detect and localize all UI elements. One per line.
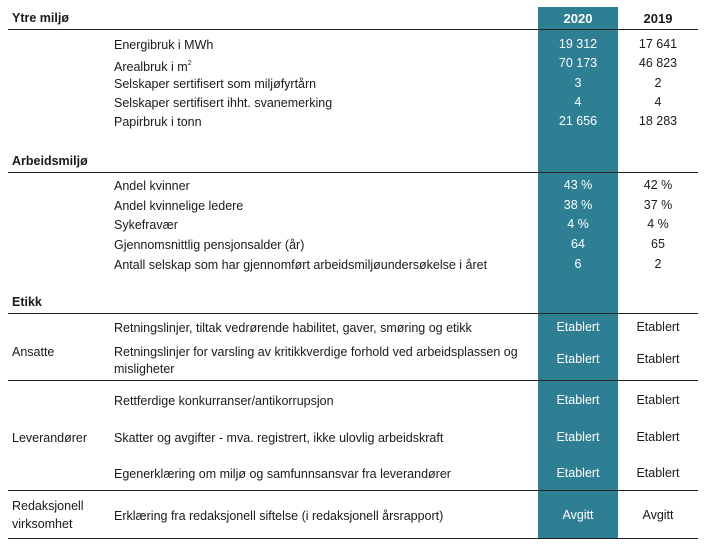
row-label: Papirbruk i tonn	[114, 115, 202, 129]
value-2019: 46 823	[638, 56, 678, 70]
value-2020: 38 %	[563, 198, 593, 212]
value-2019: Etablert	[636, 320, 680, 334]
value-2020: Avgitt	[562, 508, 594, 522]
row-label: Selskaper sertifisert ihht. svanemerking	[114, 96, 333, 110]
value-2020: 4	[574, 95, 582, 109]
value-2020: Etablert	[556, 352, 600, 366]
rule	[8, 538, 698, 539]
value-2019: Etablert	[636, 466, 680, 480]
value-2019: 2	[654, 257, 662, 271]
value-2020: Etablert	[556, 430, 600, 444]
row-label: Andel kvinner	[114, 179, 190, 193]
row-label: Selskaper sertifisert som miljøfyrtårn	[114, 77, 317, 91]
superscript: 2	[187, 60, 192, 67]
rule	[8, 313, 698, 314]
value-2019: Etablert	[636, 352, 680, 366]
row-label: Retningslinjer for varsling av kritikkverdige forhold ved arbeidsplassen og misligheter	[114, 345, 518, 376]
value-2020: Etablert	[556, 320, 600, 334]
section-title-etikk: Etikk	[12, 295, 42, 309]
header-2020: 2020	[563, 10, 593, 26]
value-2019: 4	[654, 95, 662, 109]
row-label: Skatter og avgifter - mva. registrert, ikke ulovlig arbeidskraft	[114, 431, 444, 445]
row-label: Rettferdige konkurranser/antikorrupsjon	[114, 394, 334, 408]
value-2019: 18 283	[638, 114, 678, 128]
value-2020: 3	[574, 76, 582, 90]
row-label: Retningslinjer, tiltak vedrørende habilitet, gaver, smøring og etikk	[114, 321, 472, 335]
value-2020: 6	[574, 257, 582, 271]
group-label-ansatte: Ansatte	[12, 345, 55, 359]
rule	[8, 380, 698, 381]
row-label: Energibruk i MWh	[114, 38, 214, 52]
value-2020: 64	[571, 237, 585, 251]
value-2019: 4 %	[647, 217, 669, 231]
value-2019: Avgitt	[642, 508, 674, 522]
header-2019: 2019	[643, 10, 673, 26]
row-label: Egenerklæring om miljø og samfunnsansvar fra leverandører	[114, 467, 451, 481]
row-label: Andel kvinnelige ledere	[114, 199, 244, 213]
row-label: Erklæring fra redaksjonell siftelse (i redaksjonell årsrapport)	[114, 509, 444, 523]
value-2020: 70 173	[558, 56, 598, 70]
value-2019: 17 641	[638, 37, 678, 51]
row-label: Antall selskap som har gjennomført arbeidsmiljøundersøkelse i året	[114, 258, 488, 272]
group-label-line: Redaksjonell	[12, 499, 84, 513]
value-2020: 4 %	[567, 217, 589, 231]
row-label-text: Arealbruk i m	[114, 60, 188, 74]
value-2020: 21 656	[558, 114, 598, 128]
value-2019: 42 %	[643, 178, 673, 192]
section-title-ytre-miljo: Ytre miljø	[12, 11, 69, 25]
value-2019: Etablert	[636, 430, 680, 444]
value-2019: 2	[654, 76, 662, 90]
group-label-line: virksomhet	[12, 517, 73, 531]
rule	[8, 172, 698, 173]
group-label-leverandorer: Leverandører	[12, 431, 88, 445]
row-label: Sykefravær	[114, 218, 178, 232]
value-2019: Etablert	[636, 393, 680, 407]
section-title-arbeidsmiljo: Arbeidsmiljø	[12, 154, 88, 168]
row-label: Gjennomsnittlig pensjonsalder (år)	[114, 238, 305, 252]
group-label-redaksjonell-virksomhet	[12, 497, 84, 533]
value-2019: 65	[651, 237, 665, 251]
value-2020: 19 312	[558, 37, 598, 51]
value-2020: 43 %	[563, 178, 593, 192]
rule	[8, 29, 698, 30]
rule	[8, 490, 698, 491]
row-label	[114, 55, 192, 76]
value-2020: Etablert	[556, 466, 600, 480]
value-2020: Etablert	[556, 393, 600, 407]
value-2019: 37 %	[643, 198, 673, 212]
